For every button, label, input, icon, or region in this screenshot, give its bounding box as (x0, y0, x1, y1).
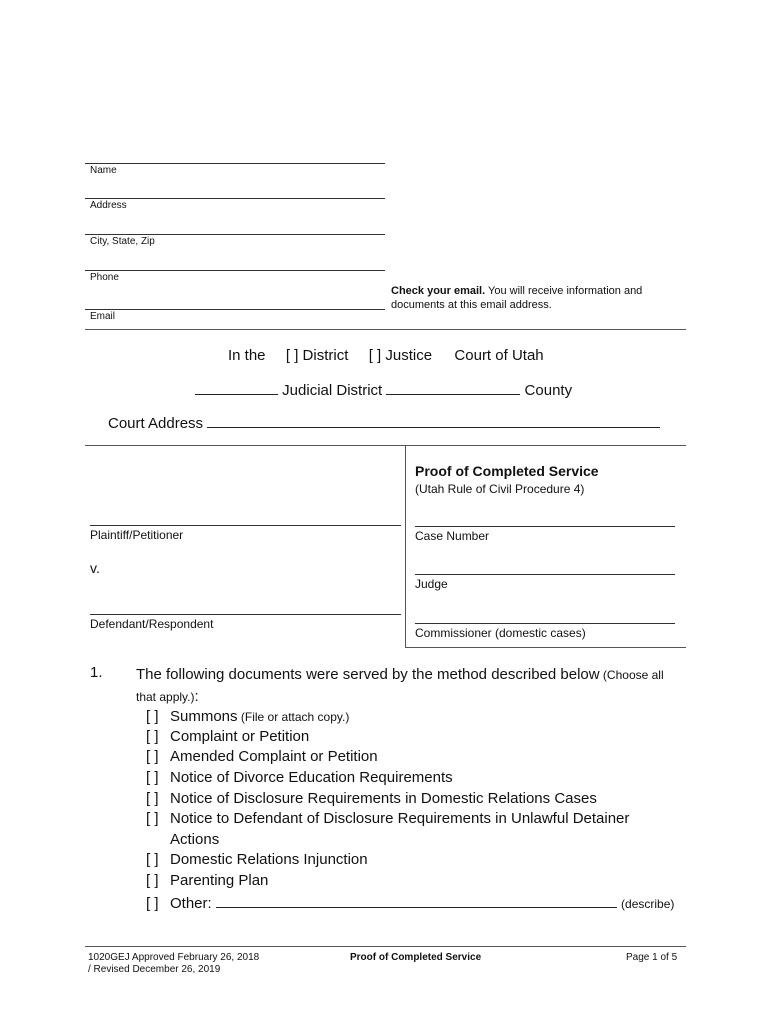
section-intro (136, 664, 681, 708)
county-field[interactable] (386, 380, 520, 395)
document-item-disclosure-domestic (146, 790, 597, 807)
amended-complaint-checkbox[interactable]: [ ] (146, 748, 159, 765)
footer-form-id (88, 952, 259, 976)
document-item-amended-complaint (146, 748, 378, 765)
document-item-unlawful-detainer (146, 810, 629, 827)
footer-form-id-line2: / Revised December 26, 2019 (88, 964, 221, 975)
city-state-zip-line[interactable] (85, 234, 385, 235)
phone-label: Phone (90, 272, 119, 283)
case-number-label: Case Number (415, 529, 490, 543)
complaint-checkbox[interactable]: [ ] (146, 728, 159, 745)
divorce-education-label: Notice of Divorce Education Requirements (170, 769, 453, 786)
document-item-unlawful-detainer-cont (146, 831, 219, 848)
other-describe-note: (describe) (621, 897, 675, 911)
plaintiff-line[interactable] (90, 525, 401, 526)
email-line[interactable] (85, 309, 385, 310)
name-label: Name (90, 165, 117, 176)
other-checkbox[interactable]: [ ] (146, 895, 159, 912)
parenting-plan-label: Parenting Plan (170, 872, 269, 889)
section-intro-note-a: (Choose all (599, 668, 664, 682)
document-item-summons (146, 708, 349, 725)
injunction-checkbox[interactable]: [ ] (146, 851, 159, 868)
court-address-label: Court Address (108, 415, 204, 432)
caption-bottom-divider (405, 647, 686, 648)
court-line (228, 347, 544, 364)
judge-label: Judge (415, 577, 448, 591)
summons-note: (File or attach copy.) (237, 710, 350, 724)
unlawful-detainer-checkbox[interactable]: [ ] (146, 810, 159, 827)
email-notice (391, 284, 691, 312)
summons-checkbox[interactable]: [ ] (146, 708, 159, 725)
other-label: Other: (170, 895, 212, 912)
unlawful-detainer-label: Notice to Defendant of Disclosure Requirements in Unlawful Detainer (170, 810, 630, 827)
judicial-district-label: Judicial District (282, 382, 383, 399)
caption-top-divider (85, 445, 686, 446)
defendant-label: Defendant/Respondent (90, 617, 214, 631)
document-item-injunction (146, 851, 368, 868)
case-number-line[interactable] (415, 526, 675, 527)
parenting-plan-checkbox[interactable]: [ ] (146, 872, 159, 889)
name-line[interactable] (85, 163, 385, 164)
judge-line[interactable] (415, 574, 675, 575)
disclosure-domestic-label: Notice of Disclosure Requirements in Domestic Relations Cases (170, 790, 597, 807)
caption-vertical-divider (405, 445, 406, 647)
commissioner-label: Commissioner (domestic cases) (415, 626, 586, 640)
section-intro-text: The following documents were served by the method described below (136, 666, 600, 683)
address-line[interactable] (85, 198, 385, 199)
document-subtitle: (Utah Rule of Civil Procedure 4) (415, 482, 585, 496)
complaint-label: Complaint or Petition (170, 728, 310, 745)
document-item-complaint (146, 728, 309, 745)
district-checkbox[interactable]: [ ] District (285, 347, 349, 364)
unlawful-detainer-label-cont: Actions (170, 831, 220, 848)
section-intro-note-b: that apply.) (136, 690, 195, 704)
court-of-utah-text: Court of Utah (454, 347, 544, 364)
document-item-divorce-education (146, 769, 453, 786)
county-label: County (524, 382, 573, 399)
email-notice-rest: You will receive information and (485, 285, 643, 297)
document-title: Proof of Completed Service (415, 463, 599, 479)
injunction-label: Domestic Relations Injunction (170, 851, 368, 868)
footer-form-id-line1: 1020GEJ Approved February 26, 2018 (88, 952, 260, 963)
footer-title: Proof of Completed Service (350, 952, 482, 963)
footer-divider (85, 946, 686, 947)
address-label: Address (90, 200, 127, 211)
judicial-district-line (195, 380, 572, 399)
header-divider (85, 329, 686, 330)
justice-checkbox[interactable]: [ ] Justice (368, 347, 433, 364)
phone-line[interactable] (85, 270, 385, 271)
plaintiff-label: Plaintiff/Petitioner (90, 528, 184, 542)
email-notice-bold: Check your email. (391, 285, 486, 297)
section-intro-colon: : (194, 688, 199, 705)
in-the-text: In the (228, 347, 266, 364)
email-notice-line2: documents at this email address. (391, 299, 552, 311)
court-address-line (108, 413, 660, 432)
amended-complaint-label: Amended Complaint or Petition (170, 748, 378, 765)
versus-text: v. (90, 560, 100, 576)
city-state-zip-label: City, State, Zip (90, 236, 155, 247)
document-item-other (146, 893, 674, 912)
summons-label: Summons (170, 708, 238, 725)
other-describe-field[interactable] (216, 893, 617, 908)
footer-page-number: Page 1 of 5 (626, 952, 678, 963)
judicial-district-field[interactable] (195, 380, 278, 395)
divorce-education-checkbox[interactable]: [ ] (146, 769, 159, 786)
defendant-line[interactable] (90, 614, 401, 615)
court-address-field[interactable] (207, 413, 660, 428)
commissioner-line[interactable] (415, 623, 675, 624)
disclosure-domestic-checkbox[interactable]: [ ] (146, 790, 159, 807)
email-label: Email (90, 311, 116, 322)
document-item-parenting-plan (146, 872, 268, 889)
section-number: 1. (90, 664, 103, 681)
